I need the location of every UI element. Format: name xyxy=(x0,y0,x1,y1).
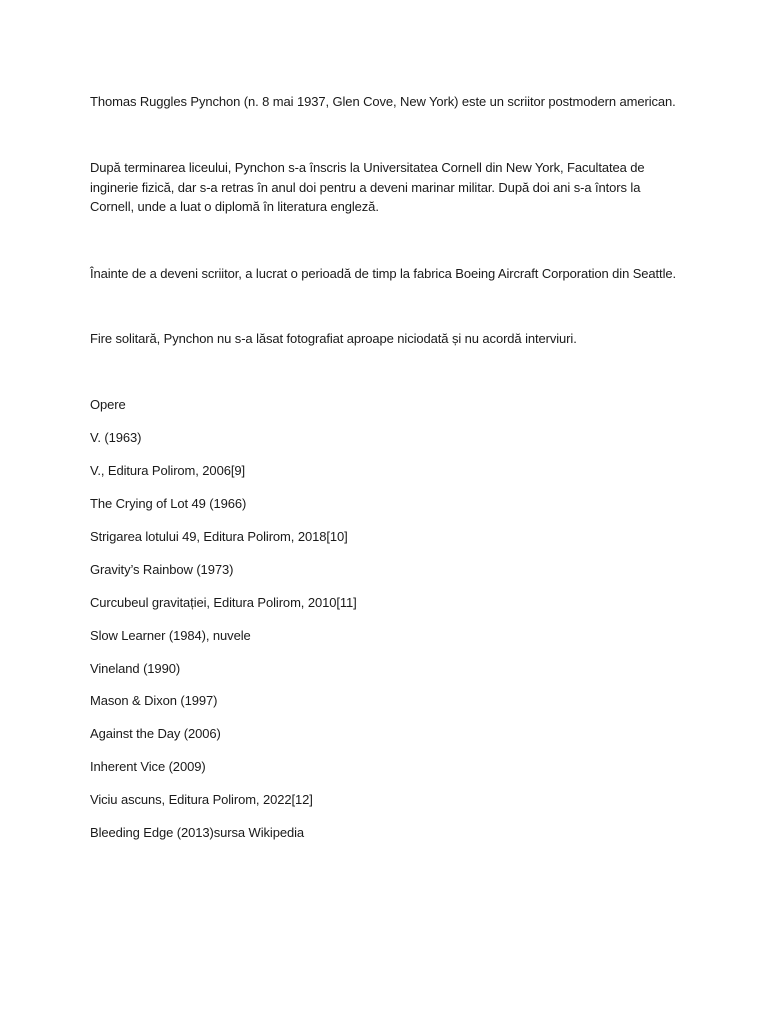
list-item: Curcubeul gravitației, Editura Polirom, 2010[11] xyxy=(90,595,357,610)
works-heading: Opere xyxy=(90,397,126,412)
list-item: Inherent Vice (2009) xyxy=(90,759,206,774)
list-item: The Crying of Lot 49 (1966) xyxy=(90,496,247,511)
list-item: Mason & Dixon (1997) xyxy=(90,693,218,708)
list-item: Against the Day (2006) xyxy=(90,726,221,741)
list-item: Viciu ascuns, Editura Polirom, 2022[12] xyxy=(90,792,313,807)
paragraph-intro: Thomas Ruggles Pynchon (n. 8 mai 1937, Glen Cove, New York) este un scriitor postmodern american. xyxy=(90,94,676,109)
list-item: V. (1963) xyxy=(90,430,142,445)
list-item: V., Editura Polirom, 2006[9] xyxy=(90,463,245,478)
list-item: Bleeding Edge (2013)sursa Wikipedia xyxy=(90,825,305,840)
paragraph-career: Înainte de a deveni scriitor, a lucrat o perioadă de timp la fabrica Boeing Aircraft Corporation din Seattle. xyxy=(90,266,676,281)
list-item: Gravity’s Rainbow (1973) xyxy=(90,562,234,577)
paragraph-personality: Fire solitară, Pynchon nu s-a lăsat fotografiat aproape niciodată și nu acordă interviuri. xyxy=(90,331,577,346)
list-item: Strigarea lotului 49, Editura Polirom, 2018[10] xyxy=(90,529,348,544)
paragraph-education: După terminarea liceului, Pynchon s-a înscris la Universitatea Cornell din New York, Facultatea de inginerie fizică, dar s-a retras în anul doi pentru a deveni marinar militar. După doi ani s-a întors la Cornell, unde a luat o diplomă în literatura engleză. xyxy=(90,160,645,214)
list-item: Vineland (1990) xyxy=(90,661,181,676)
list-item: Slow Learner (1984), nuvele xyxy=(90,628,251,643)
